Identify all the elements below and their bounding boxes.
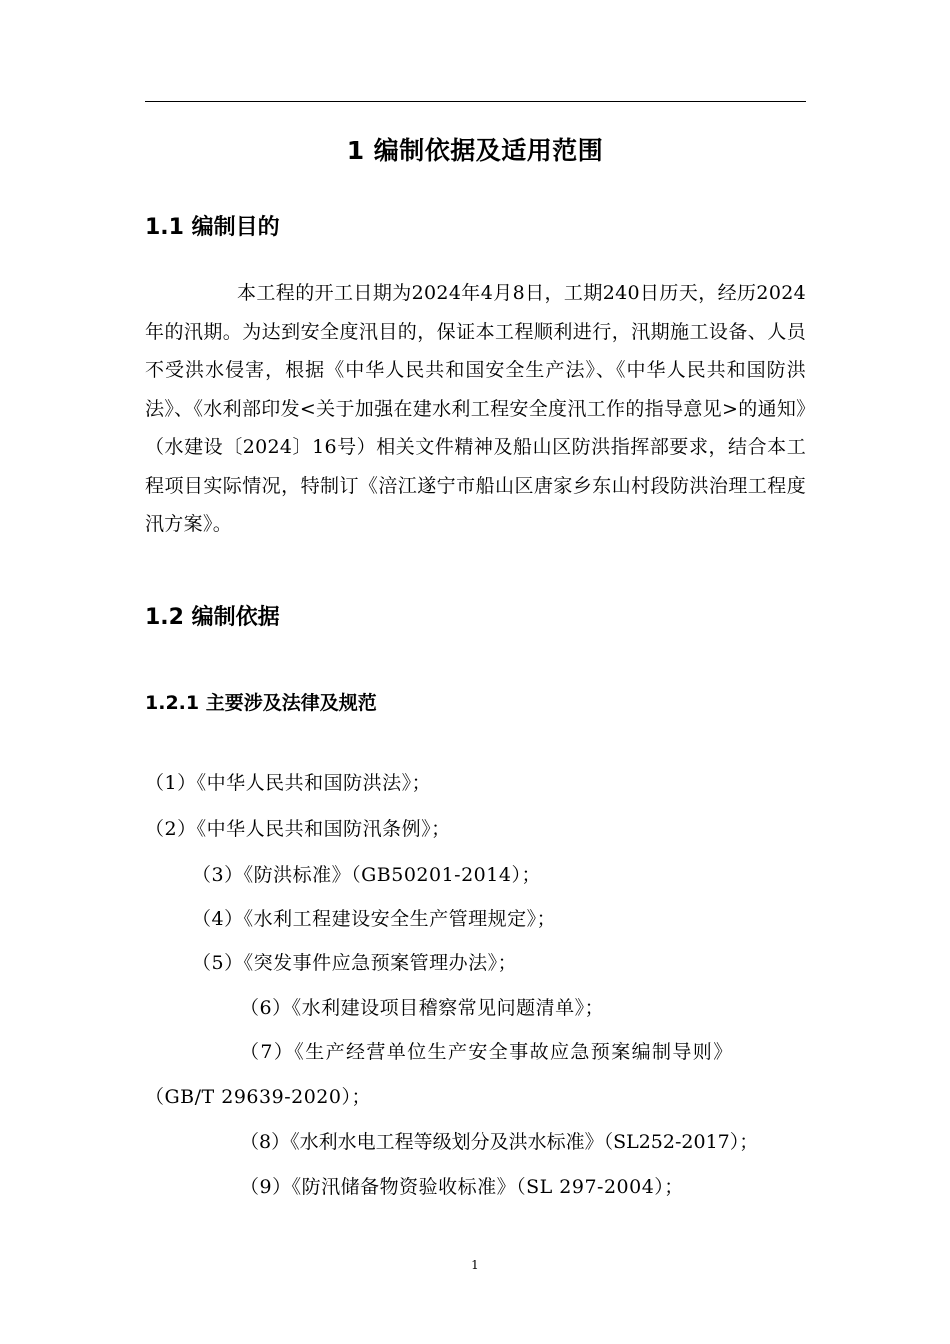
regulation-item: （1）《中华人民共和国防洪法》； — [145, 772, 432, 794]
regulation-item: （2）《中华人民共和国防汛条例》； — [145, 818, 451, 840]
regulation-item: （3）《防洪标准》（GB50201-2014）； — [192, 864, 541, 886]
regulation-item: （5）《突发事件应急预案管理办法》； — [192, 952, 518, 974]
section-heading-purpose: 1.1 编制目的 — [145, 215, 280, 240]
page-number: 1 — [471, 1258, 479, 1272]
header-rule — [145, 101, 806, 102]
regulation-item-continuation: （GB/T 29639-2020）； — [145, 1086, 371, 1108]
regulation-item: （6）《水利建设项目稽察常见问题清单》； — [240, 997, 605, 1019]
regulation-item: （8）《水利水电工程等级划分及洪水标准》（SL252-2017）； — [240, 1131, 759, 1153]
regulation-item: （4）《水利工程建设安全生产管理规定》； — [192, 908, 557, 930]
regulation-item: （7）《生产经营单位生产安全事故应急预案编制导则》 — [240, 1041, 734, 1063]
section-heading-basis: 1.2 编制依据 — [145, 605, 280, 630]
subsection-heading-laws: 1.2.1 主要涉及法律及规范 — [145, 692, 377, 714]
purpose-paragraph: 本工程的开工日期为2024年4月8日，工期240日历天，经历2024年的汛期。为达到安全度汛目的，保证本工程顺利进行，汛期施工设备、人员不受洪水侵害，根据《中华人民共和国安全生产法》、《中华人民共和国防洪法》、《水利部印发<关于加强在建水利工程安全度汛工作的指导意见>的通知》（水建设〔2024〕16号）相关文件精神及船山区防洪指挥部要求，结合本工程项目实际情况，特制订《涪江遂宁市船山区唐家乡东山村段防洪治理工程度汛方案》。 — [145, 282, 806, 535]
chapter-title: 1 编制依据及适用范围 — [346, 136, 604, 165]
regulation-item: （9）《防汛储备物资验收标准》（SL 297-2004）； — [240, 1176, 684, 1198]
